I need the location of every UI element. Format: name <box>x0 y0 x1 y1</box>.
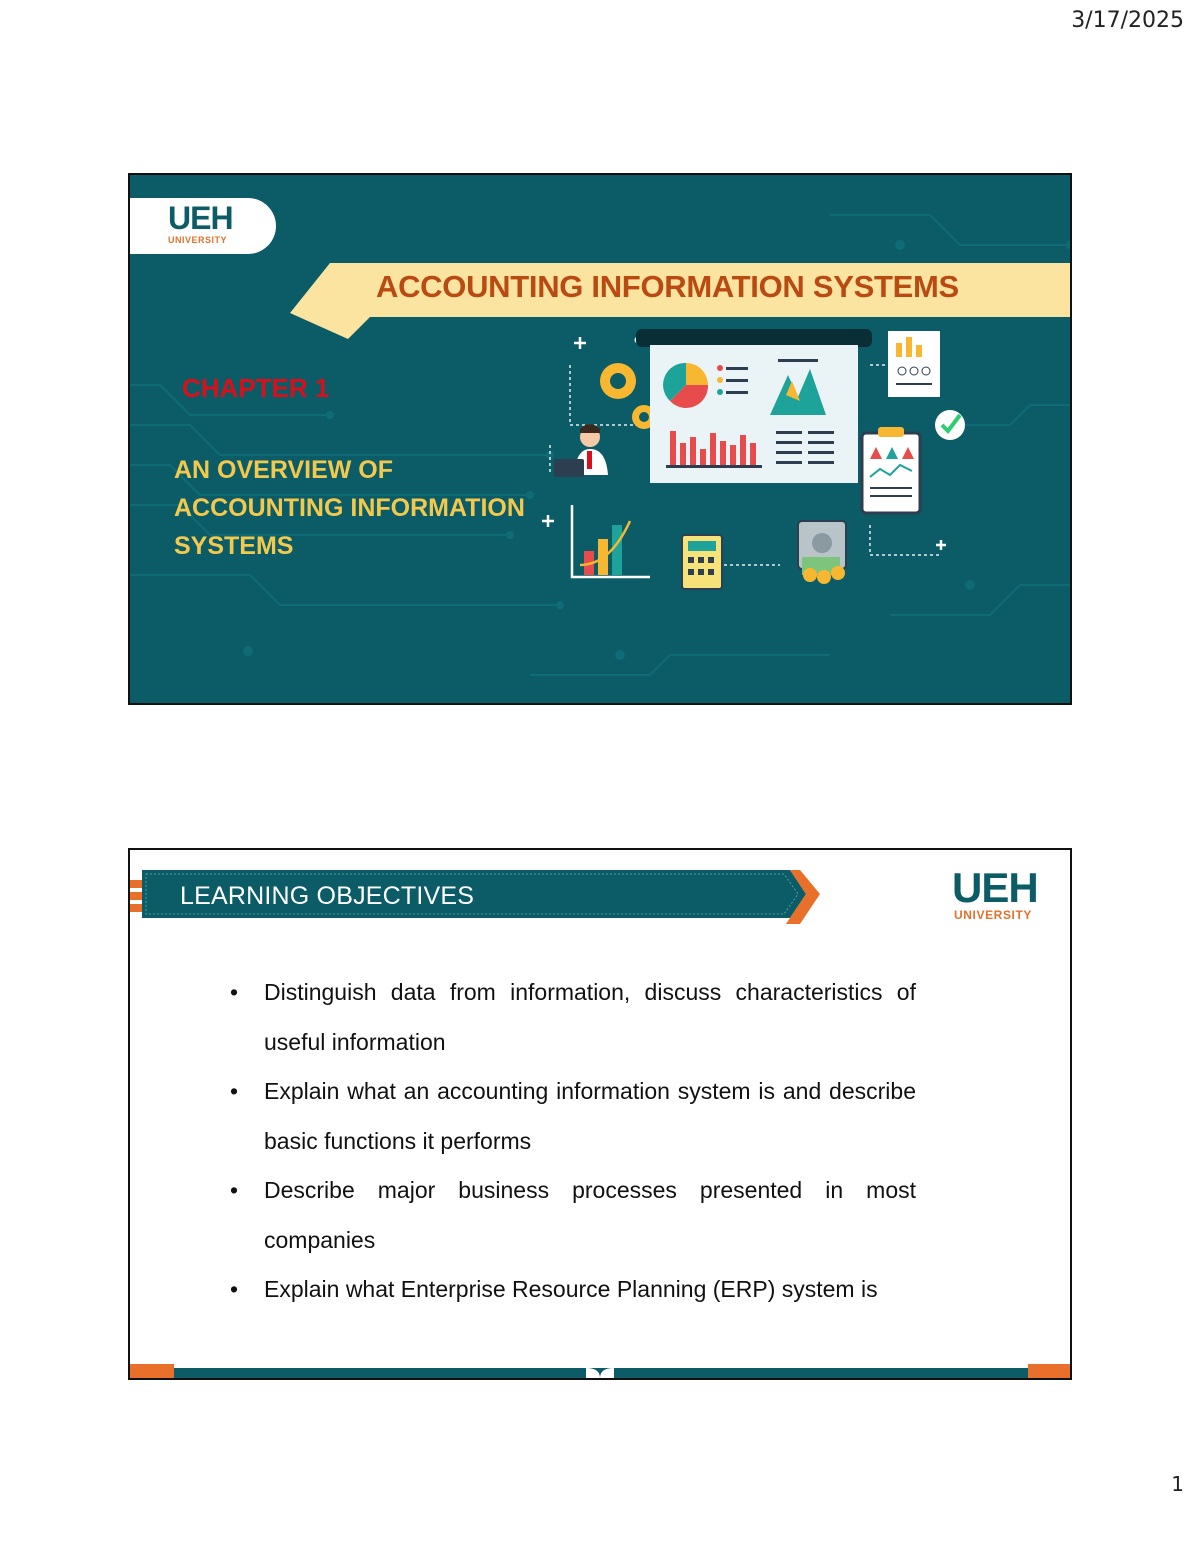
growth-chart-icon <box>572 505 650 577</box>
ueh-logo-subtext: UNIVERSITY <box>168 235 228 245</box>
objective-item: • Explain what Enterprise Resource Planning (ERP) system is <box>226 1265 916 1315</box>
subtitle-line: SYSTEMS <box>174 532 294 560</box>
gear-icon <box>600 363 656 429</box>
slide-title: ACCOUNTING INFORMATION SYSTEMS <box>376 269 959 304</box>
clipboard-icon <box>862 427 920 513</box>
learning-objectives-slide <box>128 848 1072 1380</box>
report-document-icon <box>888 331 940 397</box>
ueh-logo <box>130 198 276 254</box>
check-icon <box>935 410 965 440</box>
objectives-list <box>226 968 916 1315</box>
page-number: 1 <box>1171 1472 1184 1496</box>
chapter-label: CHAPTER 1 <box>182 373 330 403</box>
businessman-icon <box>554 424 608 477</box>
subtitle-line: AN OVERVIEW OF <box>174 456 394 484</box>
objective-item: • Explain what an accounting information system is and describe basic functions it performs <box>226 1067 916 1166</box>
ueh-logo-text: UEH <box>952 864 1038 911</box>
ueh-logo-subtext: UNIVERSITY <box>954 908 1033 922</box>
subtitle-line: ACCOUNTING INFORMATION <box>174 494 525 522</box>
objective-item: • Describe major business processes presented in most companies <box>226 1166 916 1265</box>
footer-bar <box>130 1358 1070 1378</box>
title-slide <box>128 173 1072 705</box>
accounting-illustration <box>540 325 980 595</box>
objective-item: • Distinguish data from information, discuss characteristics of useful information <box>226 968 916 1067</box>
calculator-icon <box>682 535 722 589</box>
ueh-logo-text: UEH <box>168 200 233 236</box>
slide-subtitle <box>174 451 525 565</box>
print-date: 3/17/2025 <box>1071 8 1184 33</box>
slide-heading: LEARNING OBJECTIVES <box>180 882 475 910</box>
safe-money-icon <box>798 521 846 584</box>
dashboard-board-icon <box>636 329 872 483</box>
